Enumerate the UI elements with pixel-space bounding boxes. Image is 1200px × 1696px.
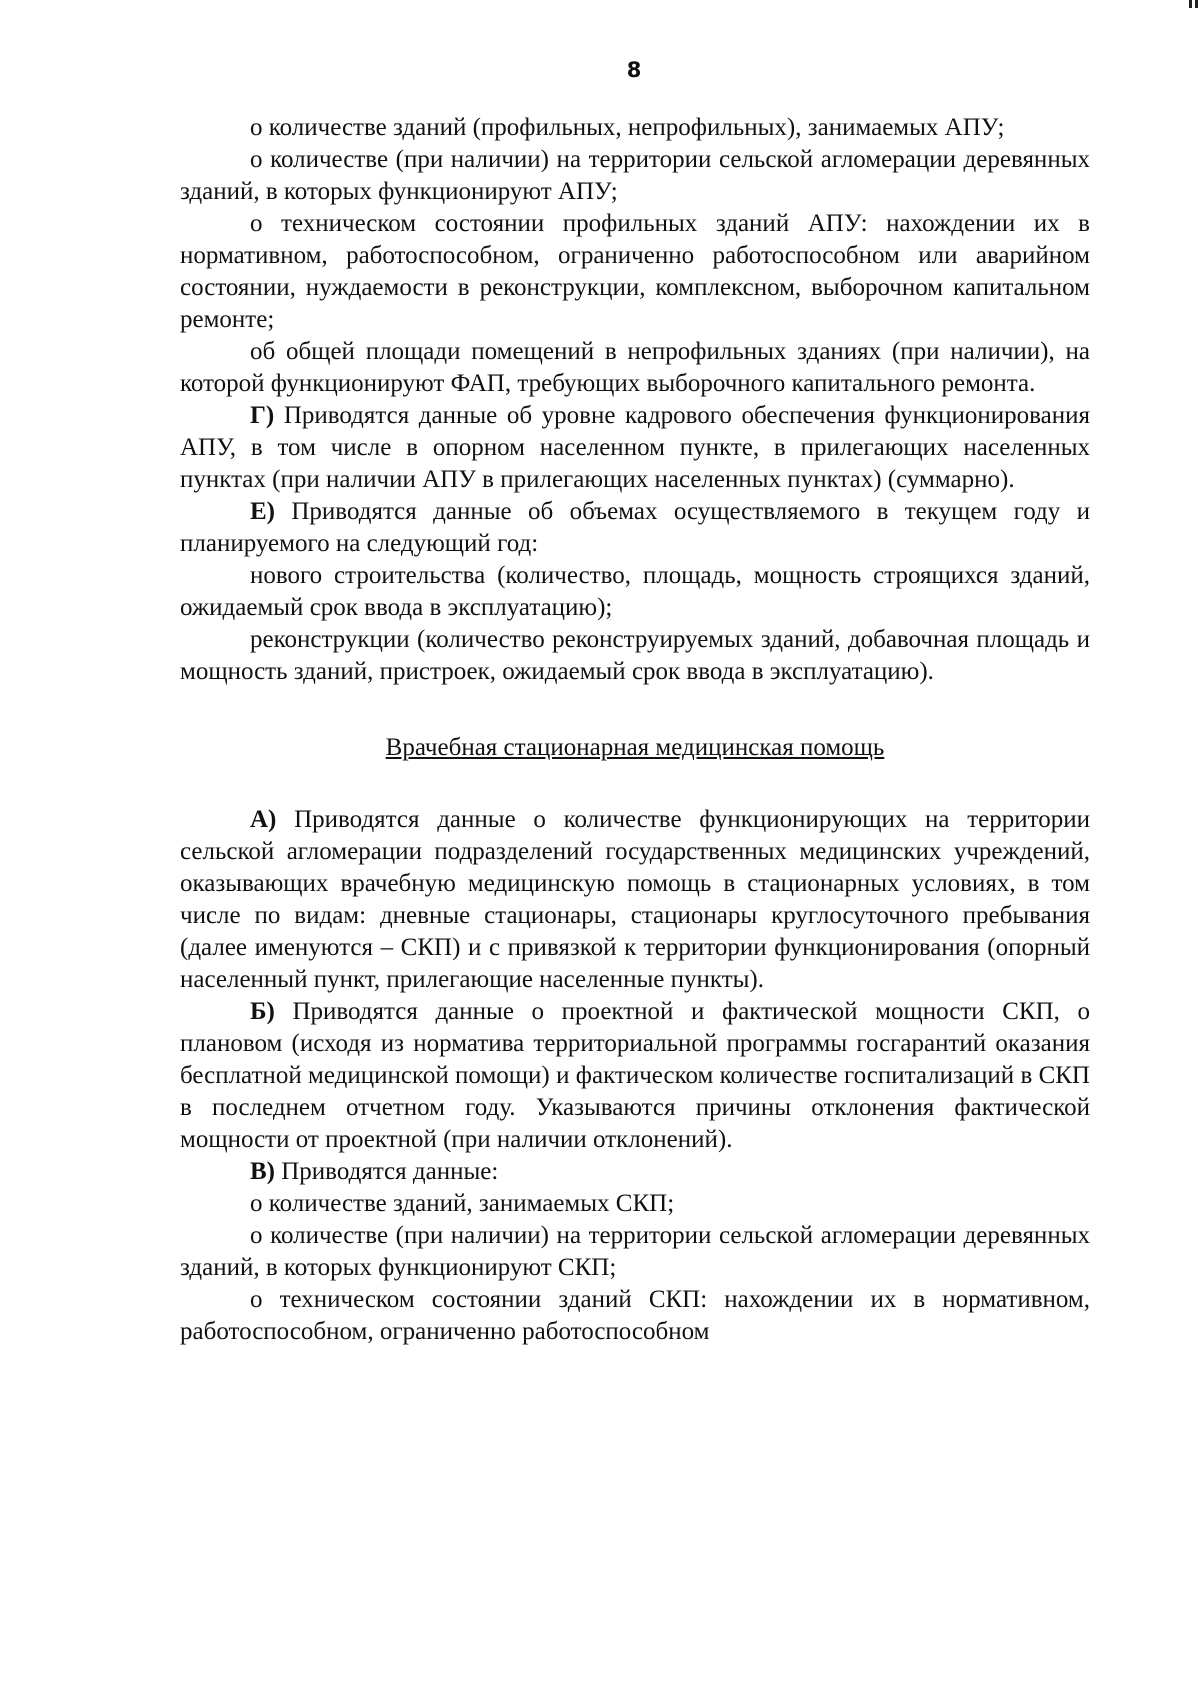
section-heading: Врачебная стационарная медицинская помощь — [385, 734, 885, 761]
page-number: 8 — [626, 58, 642, 82]
paragraph: реконструкции (количество реконструируемых зданий, добавочная площадь и мощность зданий, пристроек, ожидаемый срок ввода в эксплуатацию). — [180, 626, 1090, 685]
paragraph-b: Б) Приводятся данные о проектной и фактической мощности СКП, о плановом (исходя из норматива территориальной программы госгарантий оказания бесплатной медицинской помощи) и фактическом количестве госпитализаций в СКП в последнем отчетном году. Указываются причины отклонения фактической мощности от проектной (при наличии отклонений). — [180, 998, 1090, 1153]
item-marker: В) — [250, 1158, 275, 1185]
paragraph: о количестве зданий (профильных, непрофильных), занимаемых АПУ; — [250, 114, 1005, 141]
scan-mark — [1189, 0, 1192, 8]
paragraph: нового строительства (количество, площадь, мощность строящихся зданий, ожидаемый срок ввода в эксплуатацию); — [180, 562, 1090, 621]
item-marker: Г) — [250, 402, 275, 429]
paragraph: о количестве (при наличии) на территории сельской агломерации деревянных зданий, в которых функционируют СКП; — [180, 1222, 1090, 1281]
document-body — [180, 112, 1090, 1348]
item-marker: Б) — [250, 998, 275, 1025]
paragraph: о количестве зданий, занимаемых СКП; — [250, 1190, 675, 1217]
item-marker: А) — [250, 806, 277, 833]
paragraph: о техническом состоянии зданий СКП: нахождении их в нормативном, работоспособном, ограниченно работоспособном — [180, 1286, 1090, 1345]
paragraph-g: Г) Приводятся данные об уровне кадрового обеспечения функционирования АПУ, в том числе в опорном населенном пункте, в прилегающих населенных пунктах (при наличии АПУ в прилегающих населенных пунктах) (суммарно). — [180, 402, 1090, 493]
paragraph: о техническом состоянии профильных зданий АПУ: нахождении их в нормативном, работоспособном, ограниченно работоспособном или аварийном состоянии, нуждаемости в реконструкции, комплексном, выборочном капитальном ремонте; — [180, 210, 1090, 333]
paragraph-a: А) Приводятся данные о количестве функционирующих на территории сельской агломерации подразделений государственных медицинских учреждений, оказывающих врачебную медицинскую помощь в стационарных условиях, в том числе по видам: дневные стационары, стационары круглосуточного пребывания (далее именуются – СКП) и с привязкой к территории функционирования (опорный населенный пункт, прилегающие населенные пункты). — [180, 806, 1090, 993]
paragraph: о количестве (при наличии) на территории сельской агломерации деревянных зданий, в которых функционируют АПУ; — [180, 146, 1090, 205]
paragraph: об общей площади помещений в непрофильных зданиях (при наличии), на которой функционируют ФАП, требующих выборочного капитального ремонта. — [180, 338, 1090, 397]
scan-mark — [1195, 0, 1198, 8]
paragraph-e: Е) Приводятся данные об объемах осуществляемого в текущем году и планируемого на следующий год: — [180, 498, 1090, 557]
paragraph-v: В) Приводятся данные: — [250, 1158, 499, 1185]
item-marker: Е) — [250, 498, 275, 525]
